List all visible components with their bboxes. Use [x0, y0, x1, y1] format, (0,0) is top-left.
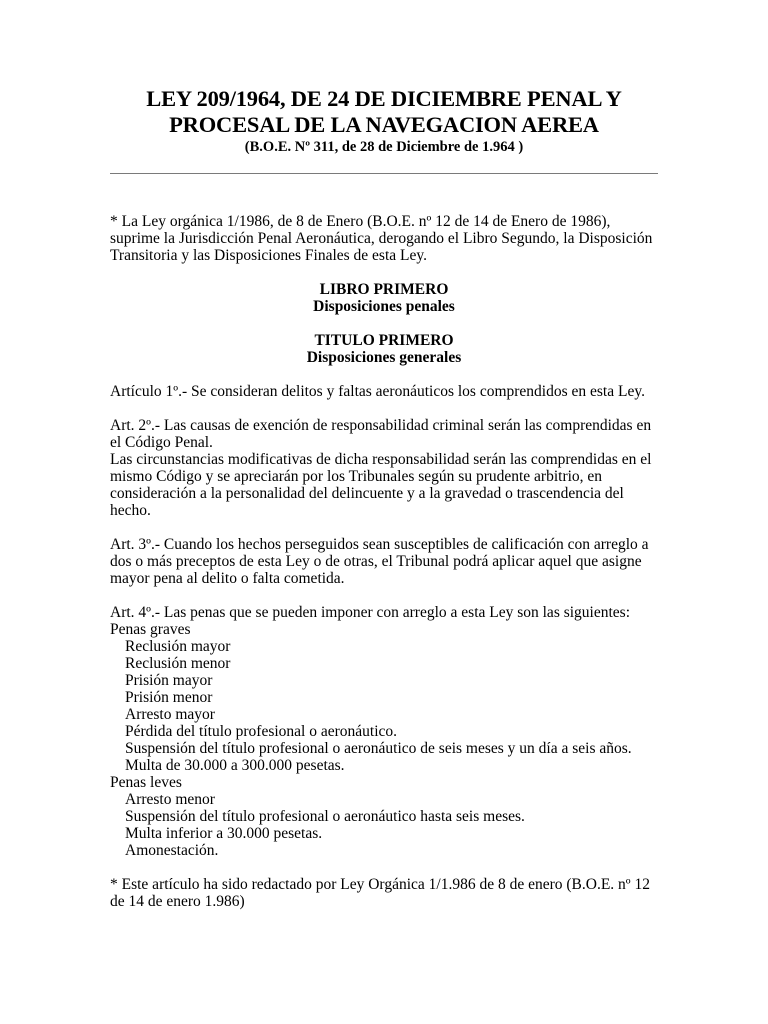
article-4-intro: Art. 4º.- Las penas que se pueden imponer con arreglo a esta Ley son las siguientes: — [110, 604, 631, 621]
titulo-label: TITULO PRIMERO — [314, 332, 454, 349]
list-item: Pérdida del título profesional o aeronáutico. — [125, 723, 398, 740]
title-divider — [110, 173, 658, 174]
article-2-paragraph-2: Las circunstancias modificativas de dicha responsabilidad serán las comprendidas en el mismo Código y se apreciarán por los Tribunales según su prudente arbitrio, en consideración a la personalidad del delincuente y a la gravedad o trascendencia del hecho. — [110, 451, 652, 519]
penas-leves-label: Penas leves — [110, 774, 182, 791]
intro-note: * La Ley orgánica 1/1986, de 8 de Enero (B.O.E. nº 12 de 14 de Enero de 1986), suprime la Jurisdicción Penal Aeronáutica, derogando el Libro Segundo, la Disposición Transitoria y las Disposiciones Finales de esta Ley. — [110, 213, 653, 264]
article-1: Artículo 1º.- Se consideran delitos y faltas aeronáuticos los comprendidos en esta Ley. — [110, 383, 645, 400]
list-item: Multa de 30.000 a 300.000 pesetas. — [125, 757, 345, 774]
article-3: Art. 3º.- Cuando los hechos perseguidos sean susceptibles de calificación con arreglo a dos o más preceptos de esta Ley o de otras, el Tribunal podrá aplicar aquel que asigne mayor pena al delito o falta cometida. — [110, 536, 649, 587]
article-4-footnote: * Este artículo ha sido redactado por Ley Orgánica 1/1.986 de 8 de enero (B.O.E. nº 12 de 14 de enero 1.986) — [110, 876, 650, 910]
document-title-line-1: LEY 209/1964, DE 24 DE DICIEMBRE PENAL Y — [146, 86, 622, 111]
list-item: Suspensión del título profesional o aeronáutico hasta seis meses. — [125, 808, 525, 825]
libro-label: LIBRO PRIMERO — [319, 281, 449, 298]
penas-graves-list — [110, 638, 658, 774]
penas-leves-list — [110, 791, 658, 859]
document-subtitle: (B.O.E. Nº 311, de 28 de Diciembre de 1.964 ) — [244, 139, 524, 155]
list-item: Multa inferior a 30.000 pesetas. — [125, 825, 323, 842]
penas-graves-label: Penas graves — [110, 621, 191, 638]
list-item: Prisión mayor — [125, 672, 213, 689]
document-page — [110, 86, 658, 910]
libro-name: Disposiciones penales — [313, 298, 455, 315]
titulo-name: Disposiciones generales — [306, 349, 462, 366]
list-item: Suspensión del título profesional o aeronáutico de seis meses y un día a seis años. — [125, 740, 632, 757]
list-item: Arresto mayor — [125, 706, 215, 723]
list-item: Reclusión mayor — [125, 638, 231, 655]
list-item: Prisión menor — [125, 689, 213, 706]
article-2-paragraph-1: Art. 2º.- Las causas de exención de responsabilidad criminal serán las comprendidas en el Código Penal. — [110, 417, 652, 451]
list-item: Amonestación. — [125, 842, 219, 859]
list-item: Reclusión menor — [125, 655, 231, 672]
document-title-line-2: PROCESAL DE LA NAVEGACION AEREA — [169, 112, 599, 137]
list-item: Arresto menor — [125, 791, 215, 808]
